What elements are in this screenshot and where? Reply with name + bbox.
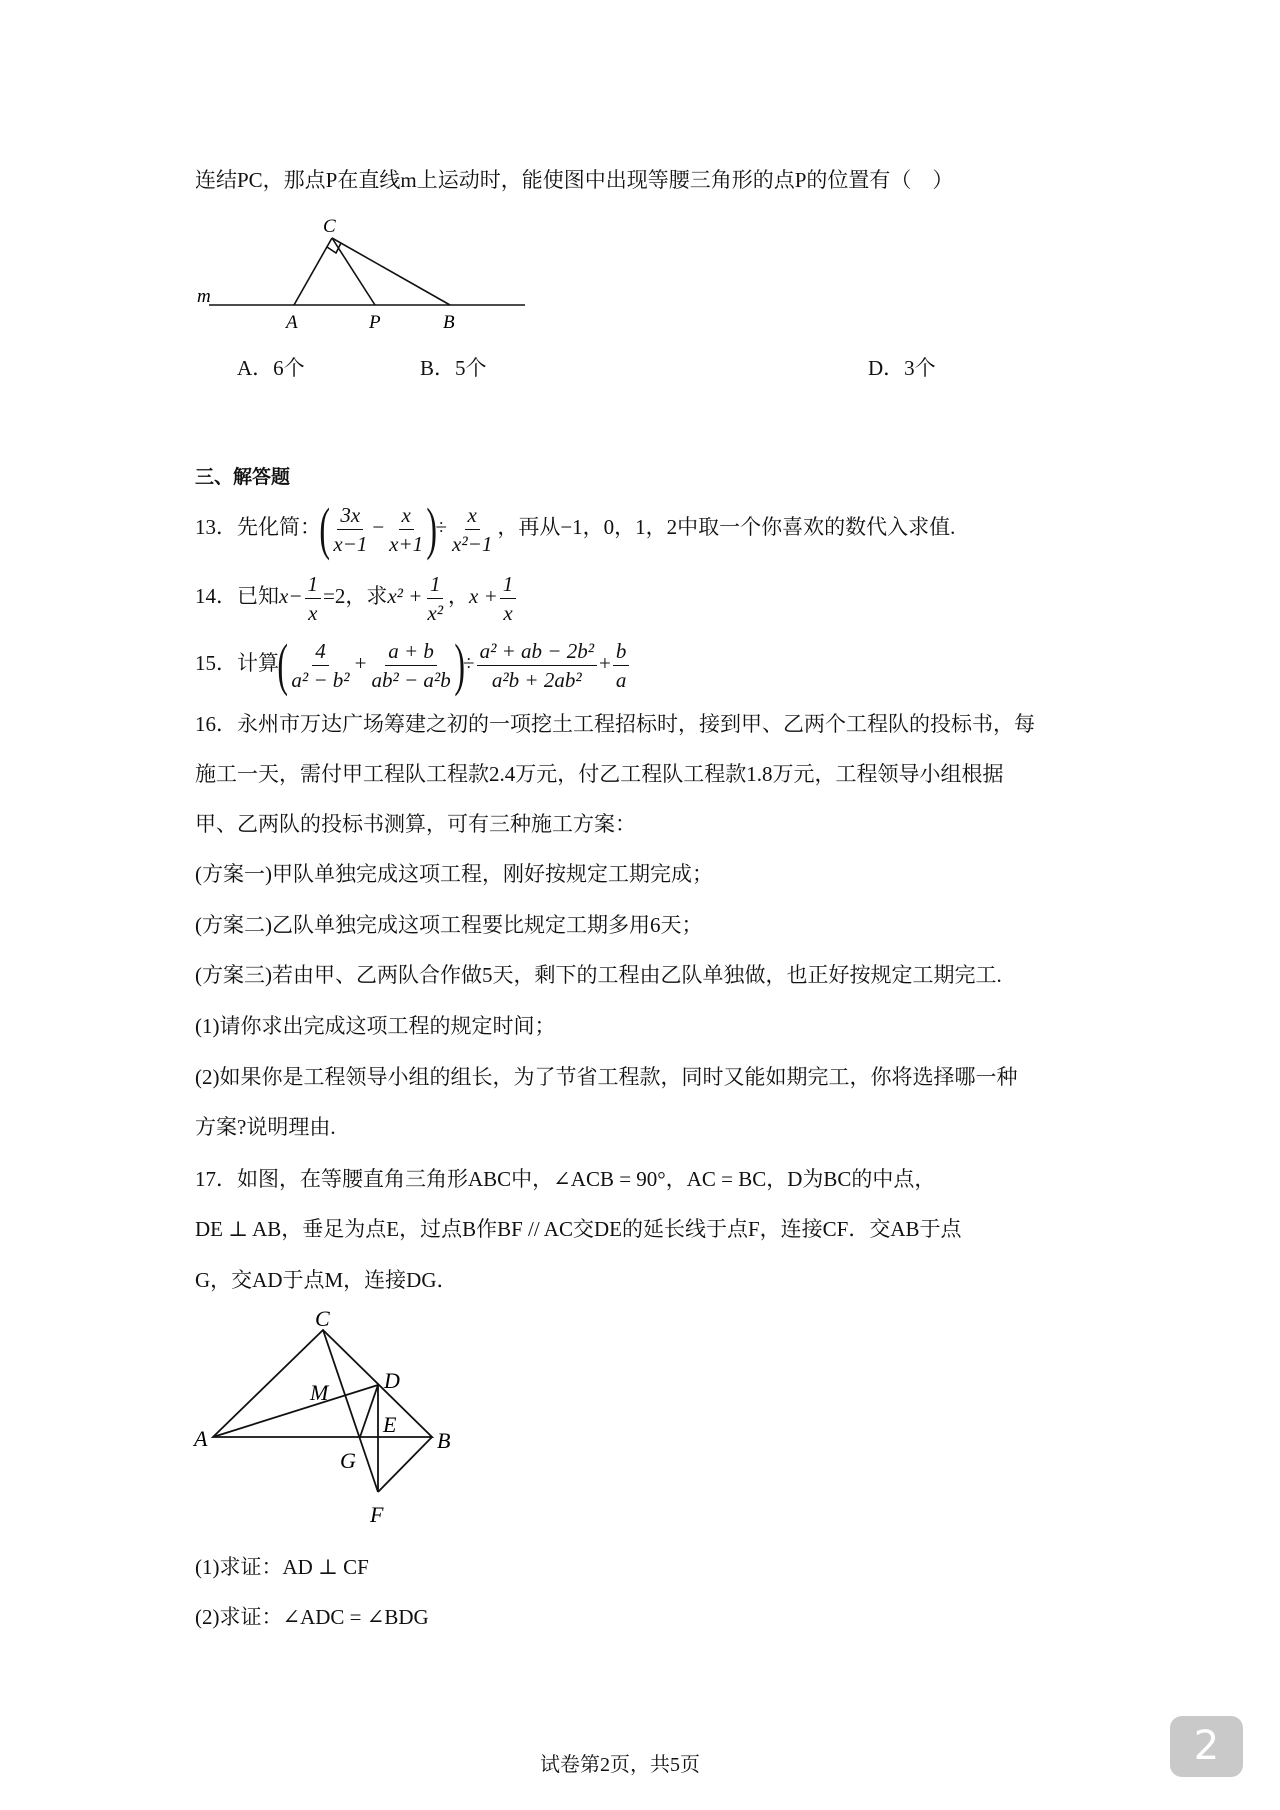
question-14: 14．已知x− $\frac{1}{x}$ =2，求x² + $\frac{1}{\text{x²}}$ ，x + $\frac{1}{x}$	[195, 566, 518, 626]
label-C: C	[323, 216, 336, 237]
label-A: A	[194, 1426, 208, 1451]
q17-sub-2: (2)求证：∠ADC = ∠BDG	[195, 1605, 429, 1629]
fraction: $\frac{b}{a}$	[613, 639, 630, 692]
label-B: B	[437, 1428, 451, 1453]
q12-figure	[195, 210, 535, 330]
fraction: $\frac{x}{\text{x²−1}}$	[452, 502, 493, 556]
q17-figure	[190, 1310, 470, 1535]
option-a: A．6个	[237, 356, 305, 380]
section-title: 三、解答题	[195, 466, 291, 488]
q16-line: 16．永州市万达广场筹建之初的一项挖土工程招标时，接到甲、乙两个工程队的投标书，每	[195, 712, 1035, 736]
question-15: 15．计算( $\frac{4}{\text{a² − b²}}$ + $\frac{a + b}{\text{ab² − a²b}}$ )÷ $\frac{\text{a² + ab − 2b²}}{\text{a²b + 2ab²}}$ + $\frac{b}{a}$	[195, 633, 631, 694]
q16-line: (方案一)甲队单独完成这项工程，刚好按规定工期完成；	[195, 862, 713, 886]
label-F: F	[370, 1502, 384, 1527]
label-G: G	[340, 1448, 356, 1473]
fraction: $\frac{4}{\text{a² − b²}}$	[291, 638, 350, 692]
label-D: D	[384, 1368, 400, 1393]
fraction: $\frac{1}{\text{x²}}$	[427, 571, 444, 625]
q16-line: 施工一天，需付甲工程队工程款2.4万元，付乙工程队工程款1.8万元，工程领导小组根据	[195, 762, 1004, 786]
q17-line: 17．如图，在等腰直角三角形ABC中，∠ACB = 90°，AC = BC，D为BC的中点，	[195, 1167, 936, 1191]
q16-line: 方案?说明理由.	[195, 1115, 336, 1139]
option-d: D．3个	[868, 356, 936, 380]
option-b: B．5个	[420, 356, 487, 380]
label-E: E	[383, 1412, 397, 1437]
fraction: $\frac{1}{x}$	[500, 572, 517, 625]
label-M: M	[310, 1380, 329, 1405]
q16-line: 甲、乙两队的投标书测算，可有三种施工方案：	[195, 812, 636, 836]
q17-line: G，交AD于点M，连接DG．	[195, 1268, 458, 1292]
label-A: A	[286, 312, 298, 330]
q17-sub-1: (1)求证：AD ⊥ CF	[195, 1555, 369, 1579]
fraction: $\frac{\text{a² + ab − 2b²}}{\text{a²b + 2ab²}}$	[477, 639, 597, 692]
q16-line: (2)如果你是工程领导小组的组长，为了节省工程款，同时又能如期完工，你将选择哪一种	[195, 1065, 1018, 1089]
label-C: C	[315, 1310, 330, 1331]
q12-stem: 连结PC，那点P在直线m上运动时，能使图中出现等腰三角形的点P的位置有（ ）	[195, 168, 954, 192]
q16-line: (方案三)若由甲、乙两队合作做5天，剩下的工程由乙队单独做，也正好按规定工期完工.	[195, 963, 1002, 987]
label-m: m	[197, 286, 211, 307]
fraction: $\frac{1}{x}$	[305, 572, 322, 625]
page-number-badge: 2	[1170, 1716, 1243, 1777]
label-B: B	[443, 312, 455, 330]
q17-line: DE ⊥ AB，垂足为点E，过点B作BF // AC交DE的延长线于点F，连接CF．交AB于点	[195, 1217, 962, 1241]
q16-line: (方案二)乙队单独完成这项工程要比规定工期多用6天；	[195, 913, 703, 937]
label-P: P	[369, 312, 381, 330]
fraction: $\frac{a + b}{\text{ab² − a²b}}$	[371, 638, 451, 692]
fraction: $\frac{3x}{x-1}$	[333, 502, 368, 556]
q16-line: (1)请你求出完成这项工程的规定时间；	[195, 1014, 556, 1038]
question-13: 13．先化简：( $\frac{3x}{x-1}$ − $\frac{x}{x+1}$ )÷ $\frac{x}{\text{x²−1}}$ ，再从−1，0，1，2中取一个你喜欢的数代入求值.	[195, 496, 956, 562]
page-footer: 试卷第2页，共5页	[540, 1754, 700, 1776]
fraction: $\frac{x}{x+1}$	[389, 502, 424, 556]
